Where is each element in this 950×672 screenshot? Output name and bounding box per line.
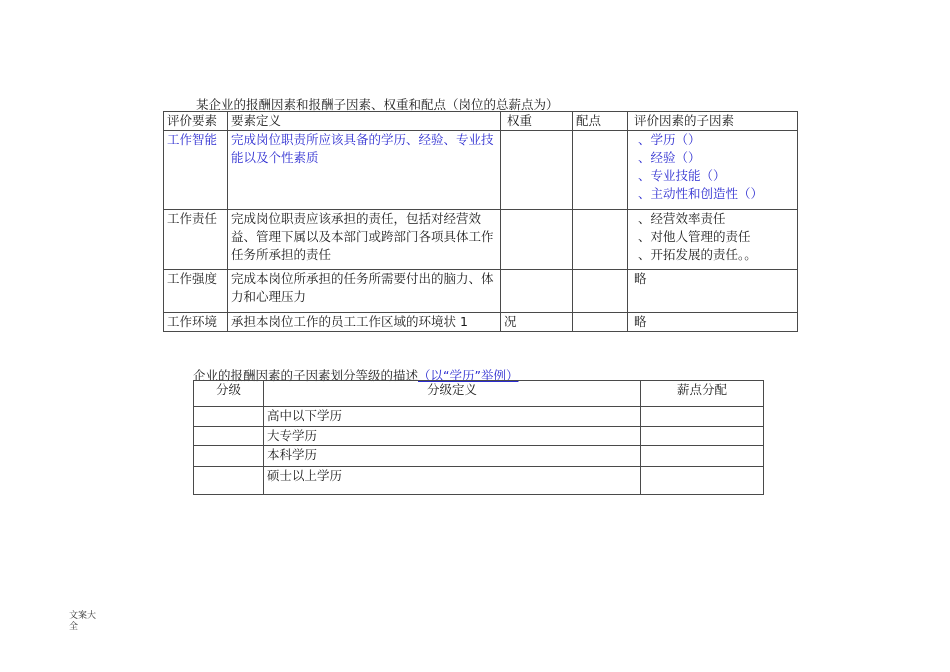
example-link[interactable]: （以“学历”举例） — [418, 368, 519, 383]
subfactor-item: 、经验（） — [638, 150, 701, 165]
subfactor-item: 、经营效率责任 — [638, 211, 726, 226]
subfactor-item: 、开拓发展的责任。。 — [638, 247, 757, 262]
points-cell — [573, 313, 628, 332]
weight-cell — [501, 270, 573, 313]
header-subfactors: 评价因素的子因素 — [628, 112, 798, 131]
level-cell — [194, 427, 264, 446]
point-allocation-cell — [641, 407, 764, 427]
definition-cell: 完成本岗位所承担的任务所需要付出的脑力、体力和心理压力 — [228, 270, 501, 313]
definition-cell: 完成岗位职责应该承担的责任，包括对经营效益、管理下属以及本部门或跨部门各项具体工作任务所承担的责任 — [228, 210, 501, 270]
subfactor-cell: 略 — [628, 313, 798, 332]
point-allocation-cell — [641, 446, 764, 467]
table-row — [164, 210, 798, 270]
level-cell — [194, 446, 264, 467]
table-row — [194, 427, 764, 446]
point-allocation-cell — [641, 467, 764, 495]
points-cell — [573, 131, 628, 210]
table1-caption: 某企业的报酬因素和报酬子因素、权重和配点（岗位的总薪点为） — [196, 97, 559, 112]
level-definition-cell: 大专学历 — [264, 427, 641, 446]
points-cell — [573, 270, 628, 313]
subfactor-list — [628, 131, 798, 210]
factor-cell: 工作强度 — [164, 270, 228, 313]
definition-cell: 承担本岗位工作的员工工作区域的环境状 1 — [228, 313, 501, 332]
table-row — [194, 407, 764, 427]
level-definition-cell: 硕士以上学历 — [264, 467, 641, 495]
table-row — [164, 313, 798, 332]
table-row — [194, 446, 764, 467]
header-level-definition: 分级定义 — [264, 381, 641, 407]
weight-cell — [501, 131, 573, 210]
weight-cell — [501, 210, 573, 270]
point-allocation-cell — [641, 427, 764, 446]
table-row — [194, 467, 764, 495]
header-point-allocation: 薪点分配 — [641, 381, 764, 407]
footer-watermark: 文案大全 — [69, 611, 97, 632]
factor-cell: 工作智能 — [164, 131, 228, 210]
table-header-row — [194, 381, 764, 407]
level-cell — [194, 407, 264, 427]
factor-cell: 工作责任 — [164, 210, 228, 270]
header-level: 分级 — [194, 381, 264, 407]
header-factor: 评价要素 — [164, 112, 228, 131]
factor-cell: 工作环境 — [164, 313, 228, 332]
points-cell — [573, 210, 628, 270]
table-header-row — [164, 112, 798, 131]
weight-cell: 况 — [501, 313, 573, 332]
subfactor-item: 、主动性和创造性（） — [638, 186, 764, 201]
header-points: 配点 — [573, 112, 628, 131]
level-definition-cell: 本科学历 — [264, 446, 641, 467]
subfactor-item: 、专业技能（） — [638, 168, 726, 183]
header-weight: 权重 — [501, 112, 573, 131]
grading-table — [193, 380, 764, 495]
definition-cell: 完成岗位职责所应该具备的学历、经验、专业技能以及个性素质 — [228, 131, 501, 210]
table-row — [164, 270, 798, 313]
header-definition: 要素定义 — [228, 112, 501, 131]
level-definition-cell: 高中以下学历 — [264, 407, 641, 427]
table-row — [164, 131, 798, 210]
subfactor-item: 、对他人管理的责任 — [638, 229, 751, 244]
subfactor-item: 、学历（） — [638, 132, 701, 147]
subfactor-list — [628, 210, 798, 270]
compensation-factor-table — [163, 111, 798, 332]
table2-caption-text: 企业的报酬因素的子因素划分等级的描述 — [193, 368, 419, 383]
subfactor-cell: 略 — [628, 270, 798, 313]
level-cell — [194, 467, 264, 495]
